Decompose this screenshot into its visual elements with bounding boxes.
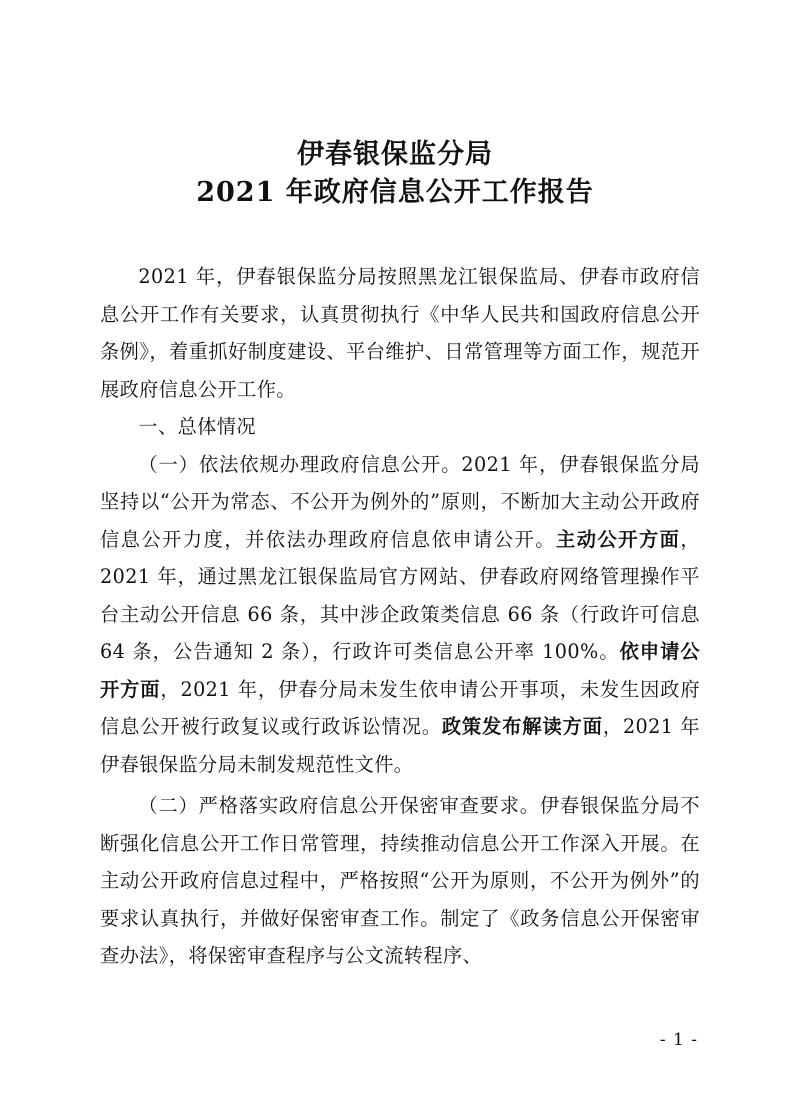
paragraph-2: （二）严格落实政府信息公开保密审查要求。伊春银保监分局不断强化信息公开工作日常管理，持续推动信息公开工作深入开展。在主动公开政府信息过程中，严格按照“公开为原则，不公开为例外”的要求认真执行，并做好保密审查工作。制定了《政务信息公开保密审查办法》，将保密审查程序与公文流转程序、 xyxy=(100,794,700,967)
document-title-line2: 2021 年政府信息公开工作报告 xyxy=(196,177,594,208)
document-body xyxy=(100,258,700,975)
bold-label-request-disclosure: 依申请公开方面 xyxy=(100,640,700,701)
paragraph-1-text3: ，2021 年伊春银保监分局未制发规范性文件。 xyxy=(100,715,700,776)
paragraph-1-text1: ，2021 年，通过黑龙江银保监局官方网站、伊春政府网络管理操作平台主动公开信息 66 条，其中涉企政策类信息 66 条（行政许可信息 64 条，公告通知 2 条），行政许可类信息公开率 100%。 xyxy=(100,527,700,663)
bold-label-proactive-disclosure: 主动公开方面 xyxy=(556,527,681,551)
paragraph-1-lead: （一）依法依规办理政府信息公开。2021 年，伊春银保监分局坚持以“公开为常态、不公开为例外的”原则，不断加大主动公开政府信息公开力度，并依法办理政府信息依申请公开。 xyxy=(100,452,700,551)
paragraph-1 xyxy=(100,446,700,784)
page-number: - 1 - xyxy=(659,1030,698,1050)
bold-label-policy-interpretation: 政策发布解读方面 xyxy=(441,715,603,738)
intro-paragraph: 2021 年，伊春银保监分局按照黑龙江银保监局、伊春市政府信息公开工作有关要求，认真贯彻执行《中华人民共和国政府信息公开条例》，着重抓好制度建设、平台维护、日常管理等方面工作，规范开展政府信息公开工作。 xyxy=(100,265,700,401)
document-title-line1: 伊春银保监分局 xyxy=(297,139,493,170)
section-heading: 一、总体情况 xyxy=(138,415,256,438)
paragraph-1-text2: ，2021 年，伊春分局未发生依申请公开事项，未发生因政府信息公开被行政复议或行政诉讼情况。 xyxy=(100,677,700,738)
